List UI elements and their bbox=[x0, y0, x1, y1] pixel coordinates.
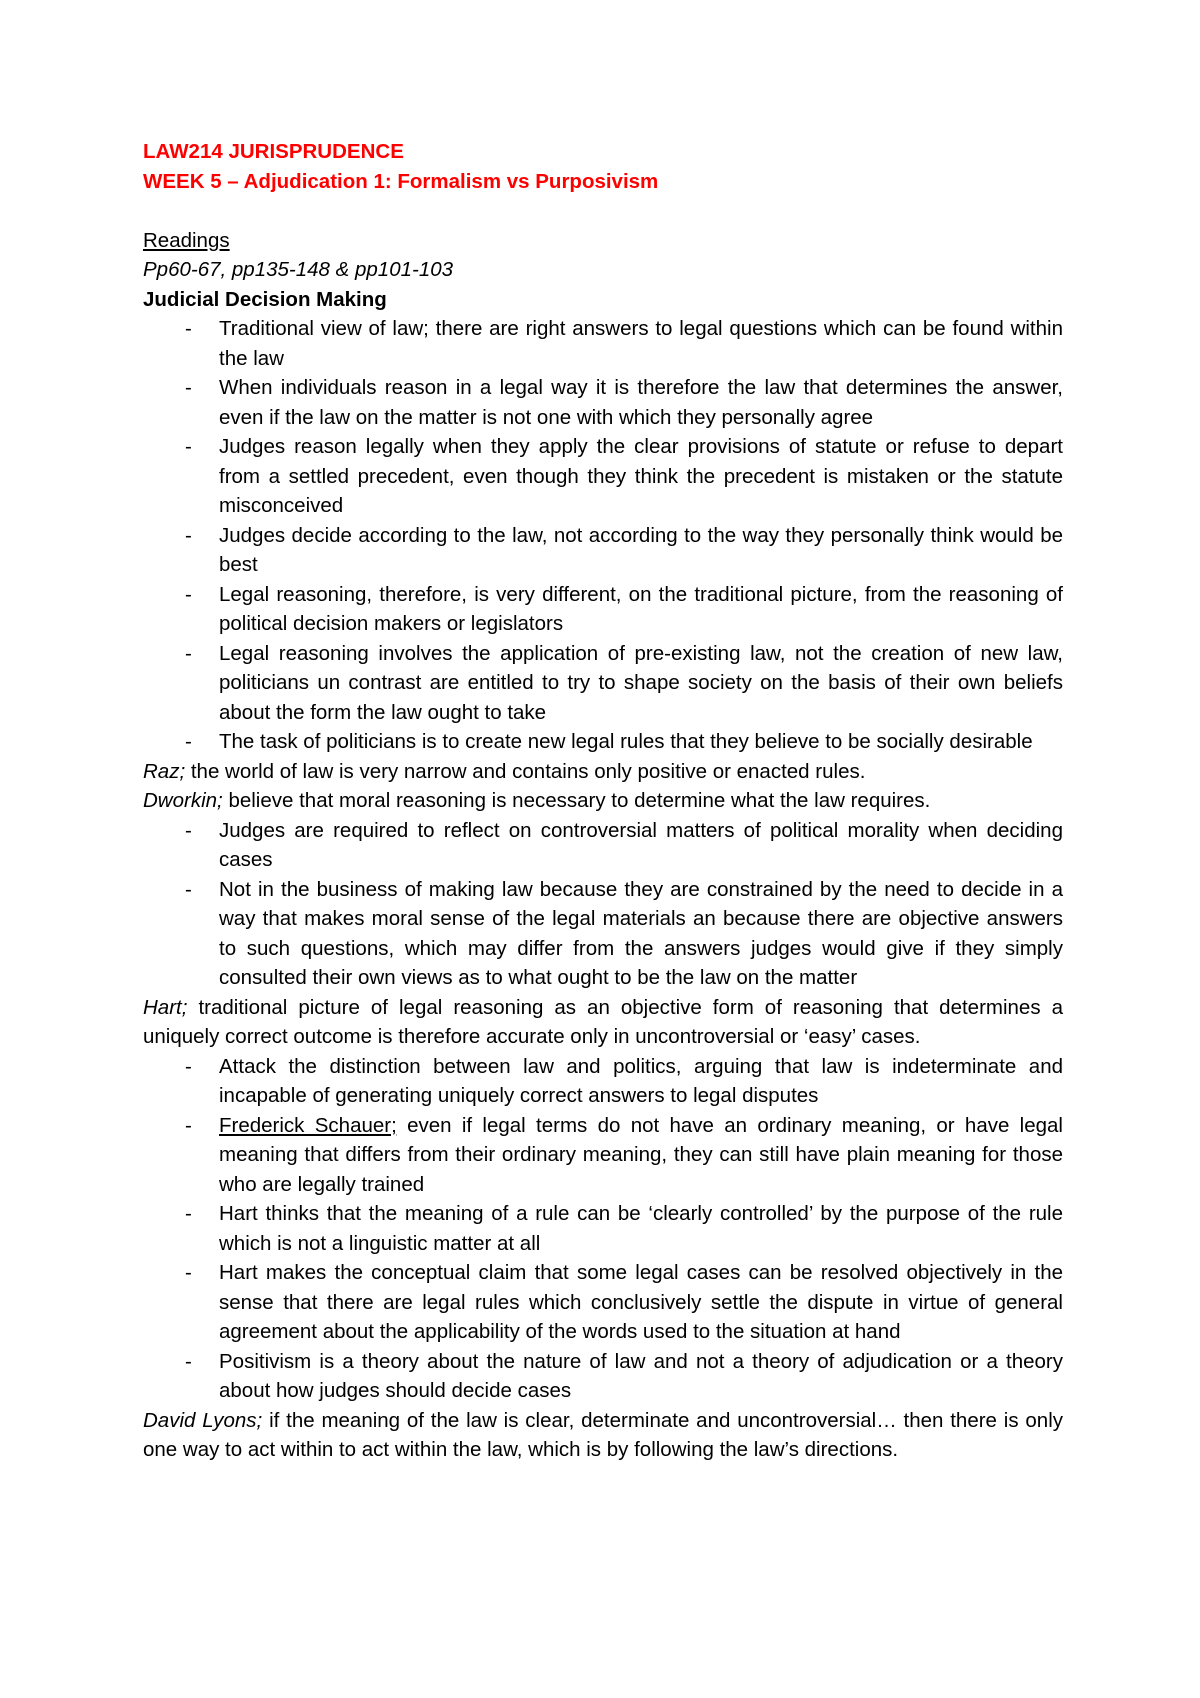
list-item: - When individuals reason in a legal way it is therefore the law that determines the answer, even if the law on the matter is not one with which they personally agree bbox=[143, 373, 1063, 432]
list-item: - Judges reason legally when they apply the clear provisions of statute or refuse to depart from a settled precedent, even though they think the precedent is mistaken or the statute misconceived bbox=[143, 432, 1063, 521]
list-item: - Traditional view of law; there are right answers to legal questions which can be found within the law bbox=[143, 314, 1063, 373]
week-title: WEEK 5 – Adjudication 1: Formalism vs Purposivism bbox=[143, 169, 659, 193]
list-item: - Hart thinks that the meaning of a rule can be ‘clearly controlled’ by the purpose of the rule which is not a linguistic matter at all bbox=[143, 1199, 1063, 1258]
raz-paragraph bbox=[143, 757, 1063, 787]
list-item: - The task of politicians is to create new legal rules that they believe to be socially desirable bbox=[143, 727, 1063, 757]
list-item bbox=[143, 1111, 1063, 1200]
author-name: Raz; bbox=[143, 759, 186, 783]
dworkin-bullets bbox=[143, 816, 1063, 993]
readings-heading: Readings bbox=[143, 228, 230, 252]
hart-bullets bbox=[143, 1052, 1063, 1406]
hart-paragraph bbox=[143, 993, 1063, 1052]
paragraph-text: if the meaning of the law is clear, determinate and uncontroversial… then there is only one way to act within to act within the law, which is by following the law’s directions. bbox=[143, 1408, 1063, 1461]
list-item: - Legal reasoning involves the application of pre-existing law, not the creation of new law, politicians un contrast are entitled to try to shape society on the basis of their own beliefs about the form the law ought to take bbox=[143, 639, 1063, 728]
paragraph-text: the world of law is very narrow and contains only positive or enacted rules. bbox=[185, 759, 866, 783]
author-name: Hart; bbox=[143, 995, 188, 1019]
schauer-name: Frederick Schauer; bbox=[219, 1113, 397, 1137]
schauer-text: even if legal terms do not have an ordinary meaning, or have legal meaning that differs from their ordinary meaning, they can still have plain meaning for those who are legally trained bbox=[219, 1113, 1063, 1196]
author-name: Dworkin; bbox=[143, 789, 223, 812]
course-title: LAW214 JURISPRUDENCE bbox=[143, 140, 404, 163]
author-name: David Lyons; bbox=[143, 1408, 263, 1432]
paragraph-text: believe that moral reasoning is necessary to determine what the law requires. bbox=[222, 789, 931, 812]
list-item: - Judges are required to reflect on controversial matters of political morality when deciding cases bbox=[143, 816, 1063, 875]
section-title: Judicial Decision Making bbox=[143, 287, 387, 311]
list-item: - Legal reasoning, therefore, is very different, on the traditional picture, from the reasoning of political decision makers or legislators bbox=[143, 580, 1063, 639]
list-item: - Positivism is a theory about the nature of law and not a theory of adjudication or a theory about how judges should decide cases bbox=[143, 1347, 1063, 1406]
list-item: - Attack the distinction between law and politics, arguing that law is indeterminate and incapable of generating uniquely correct answers to legal disputes bbox=[143, 1052, 1063, 1111]
dworkin-paragraph bbox=[143, 786, 1063, 816]
list-item: - Not in the business of making law because they are constrained by the need to decide in a way that makes moral sense of the legal materials an because there are objective answers to such questions, which may differ from the answers judges would give if they simply consulted their own views as to what ought to be the law on the matter bbox=[143, 875, 1063, 993]
list-item: - Judges decide according to the law, not according to the way they personally think would be best bbox=[143, 521, 1063, 580]
readings-pages: Pp60-67, pp135-148 & pp101-103 bbox=[143, 258, 454, 281]
spacer bbox=[143, 196, 1063, 226]
paragraph-text: traditional picture of legal reasoning as an objective form of reasoning that determines a uniquely correct outcome is therefore accurate only in uncontroversial or ‘easy’ cases. bbox=[143, 995, 1063, 1048]
section1-bullets bbox=[143, 314, 1063, 757]
lyons-paragraph bbox=[143, 1406, 1063, 1465]
document-page bbox=[143, 137, 1063, 1465]
list-item: - Hart makes the conceptual claim that some legal cases can be resolved objectively in the sense that there are legal rules which conclusively settle the dispute in virtue of general agreement about the applicability of the words used to the situation at hand bbox=[143, 1258, 1063, 1347]
